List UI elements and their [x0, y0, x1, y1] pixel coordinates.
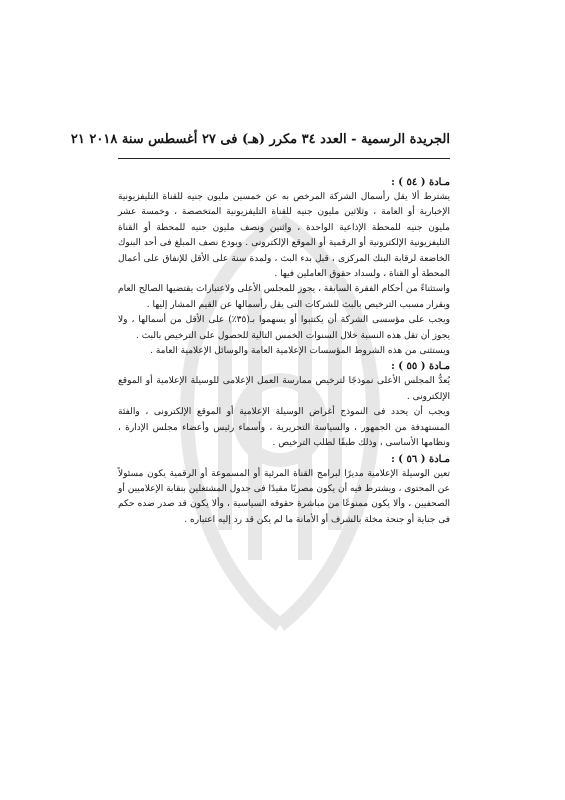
document-body	[118, 175, 450, 528]
article-title: مـادة ( ٥٥ ) :	[391, 361, 450, 373]
article-title: مـادة ( ٥٦ ) :	[391, 453, 450, 465]
paragraph: ويستثنى من هذه الشروط المؤسسات الإعلامية العامة والوسائل الإعلامية العامة .	[150, 346, 450, 357]
article-54	[118, 175, 450, 359]
header-divider	[118, 158, 450, 159]
article-55	[118, 359, 450, 451]
gazette-header: الجريدة الرسمية - العدد ٣٤ مكرر (هـ) فى ٢٧ أغسطس سنة ٢٠١٨ ٢١	[70, 132, 450, 147]
paragraph: ويجب على مؤسسى الشركة أن يكتتبوا أو يسهموا بـ(٣٥٪) على الأقل من أسمالها ، ولا يجوز أن تقل هذه النسبة خلال السنوات الخمس التالية للحصول على الترخيص بالبث .	[118, 315, 450, 341]
paragraph: واستثناءً من أحكام الفقرة السابقة ، يجوز للمجلس الأعلى ولاعتبارات يقتضيها الصالح العام وبقرار مسبب الترخيص بالبث للشركات التى يقل رأسمالها عن القيم المشار إليها .	[118, 284, 450, 310]
paragraph: تعين الوسيلة الإعلامية مديرًا لبرامج القناة المرئية أو المسموعة أو الرقمية يكون مسئولاً عن المحتوى ، ويشترط فيه أن يكون مصريًا مقيدًا فى جدول المشتغلين بنقابة الإعلاميين أو الصحفيين ، وألا يكون ممنوعًا من مباشرة حقوقه السياسية ، وألا يكون قد صدر ضده حكم فى جناية أو جنحة مخلة بالشرف أو الأمانة ما لم يكن قد رد إليه اعتباره .	[118, 468, 450, 525]
paragraph: يشترط ألا يقل رأسمال الشركة المرخص به عن خمسين مليون جنيه للقناة التليفزيونية الإخبارية أو العامة ، وثلاثين مليون جنيه للقناة التليفزيونية المتخصصة ، وخمسة عشر مليون جنيه للمحطة الإذاعية الواحدة ، واثنين ونصف مليون جنيه للمحطة أو القناة التليفزيونية الإلكترونية أو الرقمية أو الموقع الإلكترونى . ويودع نصف المبلغ فى أحد البنوك الخاضعة لرقابة البنك المركزى ، قبل بدء البث ، ولمدة سنة على الأقل للإنفاق على أعمال المحطة أو القناة ، ولسداد حقوق العاملين فيها .	[118, 192, 450, 280]
paragraph: يُعدُّ المجلس الأعلى نموذجًا لترخيص ممارسة العمل الإعلامى للوسيلة الإعلامية أو الموقع الإلكترونى .	[118, 376, 450, 402]
article-56	[118, 452, 450, 529]
article-title: مـادة ( ٥٤ ) :	[391, 177, 450, 188]
paragraph: ويجب أن يحدد فى النموذج أغراض الوسيلة الإعلامية أو الموقع الإلكترونى ، والفئة المستهدفة من الجمهور ، والسياسة التحريرية ، وأسماء رئيس وأعضاء مجلس الإدارة ، ونظامها الأساسى ، وذلك طبقًا لطلب الترخيص .	[118, 407, 450, 449]
